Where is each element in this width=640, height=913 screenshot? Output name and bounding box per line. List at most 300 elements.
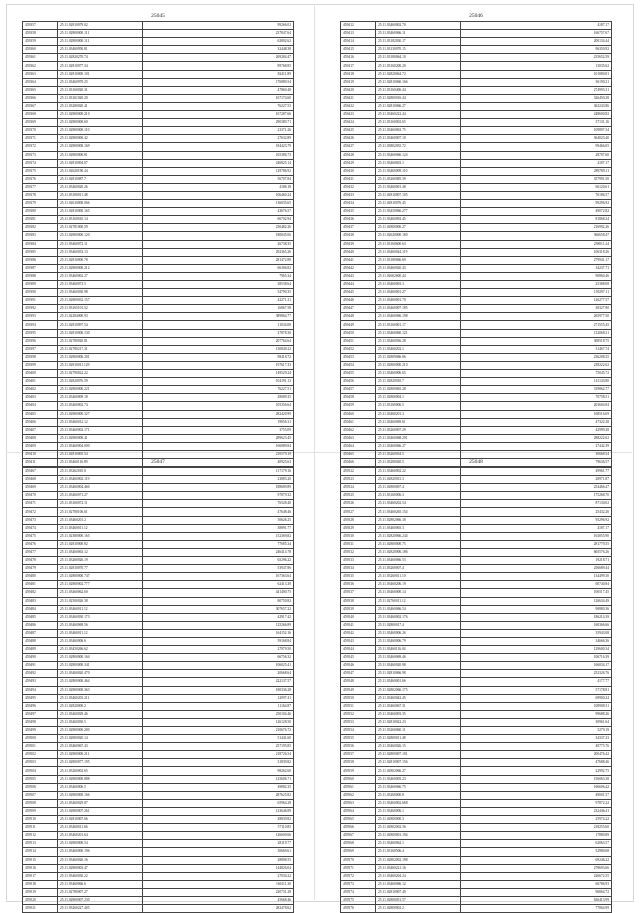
- table-row: [23, 540, 294, 548]
- account-code-cell: 25.11.03160600.63: [376, 240, 461, 248]
- row-id-cell: 459373: [23, 151, 58, 159]
- account-code-cell: 25.11.03460071.27: [58, 492, 143, 500]
- amount-cell: 3755.09: [143, 426, 294, 434]
- table-row: [341, 686, 612, 694]
- account-code-cell: 25.11.03460069.61: [376, 418, 461, 426]
- account-code-cell: 25.11.02800000.110: [58, 127, 143, 135]
- table-row: [341, 175, 612, 183]
- account-code-cell: 25.11.03460007.185: [376, 305, 461, 313]
- account-code-cell: 25.11.03460222.44: [376, 111, 461, 119]
- row-id-cell: 459569: [341, 848, 376, 856]
- table-row: [341, 637, 612, 645]
- account-code-cell: 25.11.02380000.165: [58, 532, 143, 540]
- account-code-cell: 25.11.03460066.124: [376, 151, 461, 159]
- amount-cell: 180845.06: [143, 232, 294, 240]
- table-row: [23, 807, 294, 815]
- table-row: [23, 589, 294, 597]
- account-code-cell: 25.11.03460020.26: [58, 183, 143, 191]
- account-code-cell: 25.11.02800000.327: [58, 410, 143, 418]
- row-id-cell: 459547: [341, 670, 376, 678]
- table-row: [341, 735, 612, 743]
- table-row: [23, 135, 294, 143]
- row-id-cell: 459461: [341, 418, 376, 426]
- row-id-cell: 459362: [23, 62, 58, 70]
- account-code-cell: 25.11.02780106.61: [58, 508, 143, 516]
- table-row: [23, 272, 294, 280]
- account-code-cell: 25.11.02620190.44: [58, 167, 143, 175]
- amount-cell: 232446.41: [461, 807, 612, 815]
- amount-cell: 27030.22: [143, 872, 294, 880]
- table-row: [23, 264, 294, 272]
- amount-cell: 129786.92: [143, 167, 294, 175]
- table-row: [23, 143, 294, 151]
- row-id-cell: 459445: [341, 289, 376, 297]
- table-row: [341, 840, 612, 848]
- table-row: [23, 305, 294, 313]
- table-row: [341, 370, 612, 378]
- account-code-cell: 25.11.02800000.60: [58, 119, 143, 127]
- row-id-cell: 459541: [341, 621, 376, 629]
- table-row: [23, 94, 294, 102]
- table-row: [23, 418, 294, 426]
- amount-cell: 76227.53: [143, 102, 294, 110]
- row-id-cell: 459393: [23, 313, 58, 321]
- row-id-cell: 459576: [341, 905, 376, 913]
- table-row: [341, 410, 612, 418]
- row-id-cell: 459570: [341, 856, 376, 864]
- table-block-25047: [22, 458, 294, 913]
- amount-cell: 80750.82: [143, 597, 294, 605]
- table-row: [341, 353, 612, 361]
- amount-cell: 366658.47: [461, 232, 612, 240]
- amount-cell: 42271.21: [143, 297, 294, 305]
- account-code-cell: 25.11.03460067.43: [58, 743, 143, 751]
- table-row: [23, 361, 294, 369]
- account-code-cell: 25.11.02800000.54: [58, 840, 143, 848]
- account-code-cell: 25.11.03460042.45: [376, 694, 461, 702]
- account-code-cell: 25.11.03460005.23: [376, 775, 461, 783]
- row-id-cell: 459384: [23, 240, 58, 248]
- row-id-cell: 459472: [23, 508, 58, 516]
- table-row: [23, 694, 294, 702]
- table-row: [23, 524, 294, 532]
- amount-cell: 159297.11: [461, 289, 612, 297]
- amount-cell: 25432.26: [461, 508, 612, 516]
- table-row: [341, 662, 612, 670]
- account-code-cell: 25.11.03460202.54: [376, 500, 461, 508]
- row-id-cell: 459401: [23, 378, 58, 386]
- row-id-cell: 459466: [341, 459, 376, 467]
- row-id-cell: 459405: [23, 410, 58, 418]
- table-row: [23, 468, 294, 476]
- table-row: [23, 662, 294, 670]
- account-code-cell: 25.11.03260011.10: [376, 573, 461, 581]
- account-code-cell: 25.11.03460020.43: [376, 264, 461, 272]
- row-id-cell: 459544: [341, 646, 376, 654]
- amount-cell: 216992.26: [461, 224, 612, 232]
- row-id-cell: 459480: [23, 573, 58, 581]
- amount-cell: 152369.82: [143, 532, 294, 540]
- amount-cell: 104191.13: [143, 378, 294, 386]
- block-title: 25047: [151, 459, 165, 465]
- table-row: [23, 200, 294, 208]
- table-row: [23, 127, 294, 135]
- row-id-cell: 459574: [341, 888, 376, 896]
- table-row: [341, 864, 612, 872]
- row-id-cell: 459474: [23, 524, 58, 532]
- amount-cell: 188689.89: [143, 484, 294, 492]
- amount-cell: 7965.34: [143, 272, 294, 280]
- account-code-cell: 25.11.03460202.1: [376, 345, 461, 353]
- account-code-cell: 25.11.03260007.29: [376, 426, 461, 434]
- table-row: [23, 508, 294, 516]
- amount-cell: 108908.31: [461, 702, 612, 710]
- amount-cell: 62063.57: [461, 840, 612, 848]
- account-code-cell: 25.11.03460029.87: [58, 799, 143, 807]
- account-code-cell: 25.11.03460009.110: [376, 167, 461, 175]
- table-row: [341, 476, 612, 484]
- table-row: [23, 848, 294, 856]
- amount-cell: 4186.18: [143, 183, 294, 191]
- table-row: [341, 743, 612, 751]
- row-id-cell: 459365: [23, 86, 58, 94]
- amount-cell: 4177.77: [461, 678, 612, 686]
- data-table: [340, 21, 612, 467]
- row-id-cell: 459561: [341, 783, 376, 791]
- account-code-cell: 25.11.03460009.18: [58, 394, 143, 402]
- row-id-cell: 459444: [341, 281, 376, 289]
- table-row: [341, 78, 612, 86]
- account-code-cell: 25.11.02810087.7: [58, 175, 143, 183]
- row-id-cell: 459509: [23, 807, 58, 815]
- table-row: [23, 38, 294, 46]
- table-row: [23, 297, 294, 305]
- amount-cell: 246414.78: [143, 548, 294, 556]
- data-table: [22, 467, 294, 913]
- row-id-cell: 459455: [341, 370, 376, 378]
- row-id-cell: 459571: [341, 864, 376, 872]
- table-row: [341, 524, 612, 532]
- amount-cell: 62802.62: [143, 38, 294, 46]
- table-row: [23, 248, 294, 256]
- amount-cell: 40925.63: [143, 459, 294, 467]
- account-code-cell: 25.11.02809066.86: [376, 353, 461, 361]
- table-row: [23, 759, 294, 767]
- row-id-cell: 459470: [23, 492, 58, 500]
- amount-cell: 117179.16: [143, 468, 294, 476]
- row-id-cell: 459490: [23, 654, 58, 662]
- table-row: [341, 654, 612, 662]
- table-row: [341, 442, 612, 450]
- row-id-cell: 459482: [23, 589, 58, 597]
- account-code-cell: 25.11.02800000.120: [58, 232, 143, 240]
- row-id-cell: 459402: [23, 386, 58, 394]
- row-id-cell: 459361: [23, 54, 58, 62]
- table-row: [341, 799, 612, 807]
- table-row: [23, 353, 294, 361]
- table-row: [341, 216, 612, 224]
- account-code-cell: 25.11.03460201.64: [58, 832, 143, 840]
- amount-cell: 16867.58: [143, 305, 294, 313]
- table-row: [341, 557, 612, 565]
- table-row: [341, 605, 612, 613]
- table-row: [341, 629, 612, 637]
- table-row: [341, 759, 612, 767]
- account-code-cell: 25.11.02800000.211: [58, 751, 143, 759]
- account-code-cell: 25.11.03460006.6: [58, 637, 143, 645]
- amount-cell: 282478.62: [143, 905, 294, 913]
- amount-cell: 144826.04: [143, 864, 294, 872]
- table-row: [23, 613, 294, 621]
- table-row: [23, 434, 294, 442]
- amount-cell: 90860.46: [461, 272, 612, 280]
- account-code-cell: 25.11.02820015.3: [376, 476, 461, 484]
- table-row: [341, 329, 612, 337]
- table-row: [23, 516, 294, 524]
- table-row: [341, 264, 612, 272]
- table-row: [23, 86, 294, 94]
- amount-cell: 132068.21: [461, 329, 612, 337]
- account-code-cell: 25.11.02810000.82: [58, 540, 143, 548]
- row-id-cell: 459543: [341, 637, 376, 645]
- amount-cell: 99688.26: [461, 710, 612, 718]
- block-title: 25048: [469, 459, 483, 465]
- amount-cell: 222137.57: [143, 678, 294, 686]
- row-id-cell: 459537: [341, 589, 376, 597]
- table-row: [23, 175, 294, 183]
- table-row: [23, 102, 294, 110]
- row-id-cell: 459531: [341, 540, 376, 548]
- row-id-cell: 459566: [341, 824, 376, 832]
- account-code-cell: 25.11.03460067.31: [376, 702, 461, 710]
- amount-cell: 69900.24: [461, 694, 612, 702]
- amount-cell: 256689.44: [461, 565, 612, 573]
- amount-cell: 37131.16: [461, 119, 612, 127]
- amount-cell: 126600.66: [143, 832, 294, 840]
- amount-cell: 4187.17: [461, 524, 612, 532]
- account-code-cell: 25.11.03460069.46: [376, 654, 461, 662]
- amount-cell: 30327.90: [461, 305, 612, 313]
- row-id-cell: 459524: [341, 484, 376, 492]
- table-row: [341, 832, 612, 840]
- amount-cell: 49072.82: [461, 208, 612, 216]
- table-row: [23, 410, 294, 418]
- amount-cell: 203604.84: [461, 402, 612, 410]
- table-row: [23, 151, 294, 159]
- amount-cell: 59168.84: [143, 637, 294, 645]
- account-code-cell: 25.11.02800000.201: [58, 353, 143, 361]
- amount-cell: 22992.75: [461, 767, 612, 775]
- amount-cell: 5279.19: [461, 727, 612, 735]
- row-id-cell: 459459: [341, 402, 376, 410]
- row-id-cell: 459381: [23, 216, 58, 224]
- account-code-cell: 25.11.02781000.59: [58, 224, 143, 232]
- account-code-cell: 25.11.02800032.157: [58, 297, 143, 305]
- row-id-cell: 459545: [341, 654, 376, 662]
- amount-cell: 665576.26: [461, 548, 612, 556]
- account-code-cell: 25.11.02810011.129: [58, 361, 143, 369]
- row-id-cell: 459563: [341, 799, 376, 807]
- account-code-cell: 25.11.02800000.200: [58, 727, 143, 735]
- amount-cell: 36190.21: [461, 78, 612, 86]
- amount-cell: 76227.51: [143, 386, 294, 394]
- table-row: [23, 872, 294, 880]
- row-id-cell: 459443: [341, 272, 376, 280]
- amount-cell: 218726.54: [143, 751, 294, 759]
- amount-cell: 166757.67: [461, 30, 612, 38]
- row-id-cell: 459389: [23, 281, 58, 289]
- amount-cell: 220731.28: [143, 888, 294, 896]
- row-id-cell: 459436: [341, 216, 376, 224]
- account-code-cell: 25.11.03460066.198: [376, 313, 461, 321]
- table-row: [23, 670, 294, 678]
- row-id-cell: 459430: [341, 167, 376, 175]
- row-id-cell: 459400: [23, 370, 58, 378]
- amount-cell: 167363.64: [143, 573, 294, 581]
- row-id-cell: 459568: [341, 840, 376, 848]
- account-code-cell: 25.11.02810066.166: [376, 78, 461, 86]
- row-id-cell: 459419: [341, 78, 376, 86]
- row-id-cell: 459487: [23, 629, 58, 637]
- amount-cell: 98262.60: [143, 767, 294, 775]
- row-id-cell: 459575: [341, 896, 376, 904]
- row-id-cell: 459411: [23, 459, 58, 467]
- table-row: [23, 888, 294, 896]
- amount-cell: 101080.81: [461, 70, 612, 78]
- table-row: [23, 378, 294, 386]
- table-row: [341, 224, 612, 232]
- account-code-cell: 25.11.03460002.22: [376, 468, 461, 476]
- account-code-cell: 25.11.02800004.1: [376, 394, 461, 402]
- amount-cell: 364023.40: [461, 135, 612, 143]
- table-row: [23, 492, 294, 500]
- account-code-cell: 25.11.02810000.101: [58, 70, 143, 78]
- account-code-cell: 25.11.03460066.54: [376, 605, 461, 613]
- account-code-cell: 25.11.02820064.72: [376, 70, 461, 78]
- account-code-cell: 25.11.02800000.888: [58, 775, 143, 783]
- account-code-cell: 25.11.03460004.460: [58, 484, 143, 492]
- account-code-cell: 25.11.03460020.98: [376, 662, 461, 670]
- row-id-cell: 459506: [23, 783, 58, 791]
- row-id-cell: 459408: [23, 434, 58, 442]
- table-row: [341, 151, 612, 159]
- table-row: [23, 62, 294, 70]
- amount-cell: 166606.42: [461, 783, 612, 791]
- amount-cell: 106517.45: [461, 589, 612, 597]
- table-row: [341, 468, 612, 476]
- account-code-cell: 25.11.02284000.93: [58, 313, 143, 321]
- table-row: [23, 386, 294, 394]
- amount-cell: 70758.51: [461, 394, 612, 402]
- account-code-cell: 25.11.03460066.27: [376, 442, 461, 450]
- row-id-cell: 459494: [23, 686, 58, 694]
- amount-cell: 166034.17: [461, 662, 612, 670]
- table-row: [23, 289, 294, 297]
- amount-cell: 95296.92: [461, 516, 612, 524]
- row-id-cell: 459503: [23, 759, 58, 767]
- table-row: [23, 702, 294, 710]
- account-code-cell: 25.11.03180064.10: [376, 54, 461, 62]
- table-row: [341, 281, 612, 289]
- amount-cell: 258011.24: [461, 240, 612, 248]
- table-row: [341, 718, 612, 726]
- account-code-cell: 25.11.02800017.4: [376, 621, 461, 629]
- table-row: [341, 54, 612, 62]
- account-code-cell: 25.11.03460001.70: [376, 297, 461, 305]
- account-code-cell: 25.11.03460011.66: [58, 824, 143, 832]
- row-id-cell: 459375: [23, 167, 58, 175]
- row-id-cell: 459498: [23, 718, 58, 726]
- table-row: [23, 78, 294, 86]
- row-id-cell: 459450: [341, 329, 376, 337]
- account-code-cell: 25.11.03460012.12: [58, 418, 143, 426]
- table-row: [23, 905, 294, 913]
- table-block-25048: [340, 458, 612, 913]
- amount-cell: 252326.76: [461, 670, 612, 678]
- row-id-cell: 459435: [341, 208, 376, 216]
- account-code-cell: 25.11.03460063.75: [376, 127, 461, 135]
- amount-cell: 27632.89: [143, 135, 294, 143]
- row-id-cell: 459453: [341, 353, 376, 361]
- amount-cell: 106025.41: [143, 662, 294, 670]
- table-row: [341, 589, 612, 597]
- row-id-cell: 459536: [341, 581, 376, 589]
- row-id-cell: 459359: [23, 38, 58, 46]
- account-code-cell: 25.11.02810005.54: [58, 450, 143, 458]
- account-code-cell: 25.11.02800007.101: [376, 751, 461, 759]
- account-code-cell: 25.11.03160001.17: [376, 321, 461, 329]
- row-id-cell: 459485: [23, 613, 58, 621]
- amount-cell: 47688.46: [461, 759, 612, 767]
- amount-cell: 136035.65: [143, 200, 294, 208]
- account-code-cell: 25.11.02800020.14: [58, 735, 143, 743]
- amount-cell: 357991.50: [461, 175, 612, 183]
- row-id-cell: 459358: [23, 30, 58, 38]
- amount-cell: 13035.62: [461, 62, 612, 70]
- table-row: [23, 281, 294, 289]
- table-row: [341, 791, 612, 799]
- row-id-cell: 459452: [341, 345, 376, 353]
- amount-cell: 49961.77: [461, 468, 612, 476]
- table-row: [23, 654, 294, 662]
- amount-cell: 141143.80: [461, 378, 612, 386]
- row-id-cell: 459431: [341, 175, 376, 183]
- row-id-cell: 459426: [341, 135, 376, 143]
- data-table: [22, 21, 294, 467]
- block-title: 25046: [469, 13, 483, 19]
- row-id-cell: 459564: [341, 807, 376, 815]
- row-id-cell: 459508: [23, 799, 58, 807]
- amount-cell: 42999.28: [461, 426, 612, 434]
- amount-cell: 47648.46: [143, 508, 294, 516]
- table-row: [341, 418, 612, 426]
- account-code-cell: 25.11.02760011.12: [376, 597, 461, 605]
- amount-cell: 62413.30: [143, 581, 294, 589]
- account-code-cell: 25.11.02800000.42: [58, 135, 143, 143]
- account-code-cell: 25.11.03180066.69: [376, 256, 461, 264]
- table-row: [23, 256, 294, 264]
- table-row: [23, 581, 294, 589]
- account-code-cell: 25.11.03802035.72: [376, 143, 461, 151]
- account-code-cell: 25.11.03460006.65: [376, 370, 461, 378]
- account-code-cell: 25.11.02802066.27: [376, 767, 461, 775]
- account-code-cell: 25.11.03460011.12: [58, 605, 143, 613]
- account-code-cell: 25.11.03460092.45: [376, 216, 461, 224]
- row-id-cell: 459392: [23, 305, 58, 313]
- amount-cell: 77685.34: [143, 540, 294, 548]
- row-id-cell: 459511: [23, 824, 58, 832]
- amount-cell: 235652.59: [461, 54, 612, 62]
